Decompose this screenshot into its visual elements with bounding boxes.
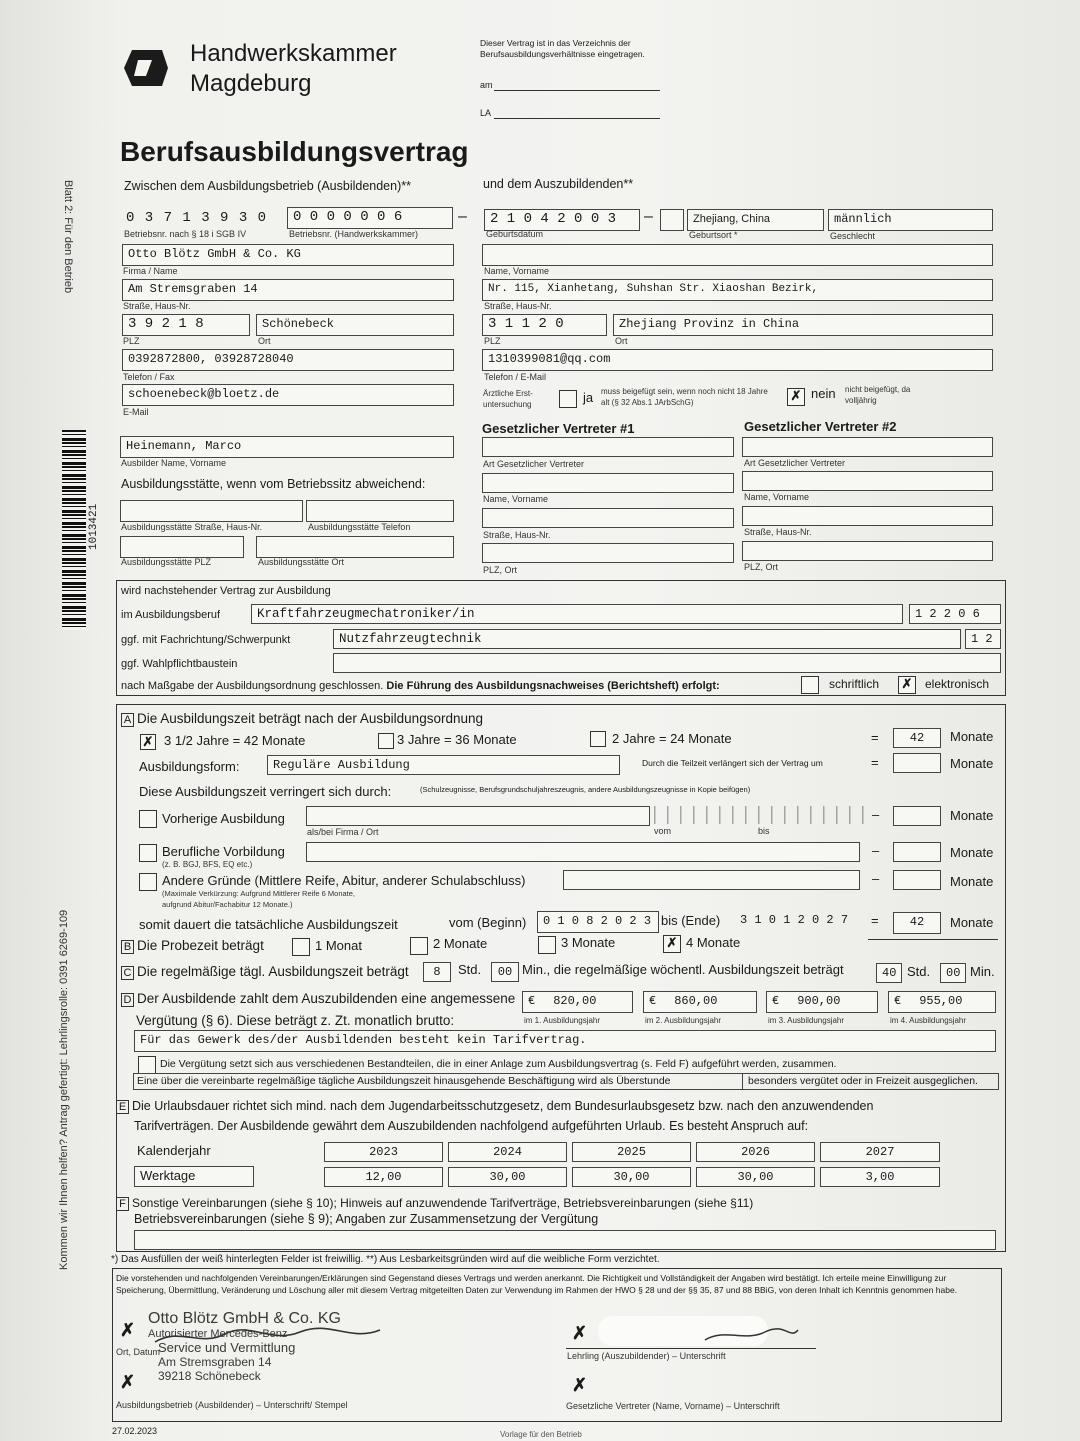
g1-street-field[interactable] — [482, 508, 734, 528]
teilzeit-months-field[interactable] — [893, 753, 941, 773]
probation-3-checkbox[interactable] — [538, 936, 556, 954]
g2-type-field[interactable] — [742, 437, 993, 457]
g1-name-field[interactable] — [482, 473, 734, 493]
la-label: LA — [480, 108, 492, 118]
birthplace-field[interactable]: Zhejiang, China — [687, 209, 824, 231]
side-vertical-text-2: Kommen wir Ihnen helfen? Antrag gefertigt: Lehrlingsrolle: 0391 6269-109 — [58, 909, 70, 1270]
daily-mins-field[interactable]: 00 — [491, 962, 519, 982]
weekly-mins-field[interactable]: 00 — [940, 963, 966, 983]
medical-ja-checkbox[interactable] — [559, 390, 577, 408]
side-vertical-text: Blatt 2: Für den Betrieb — [62, 180, 74, 294]
andere-field[interactable] — [563, 870, 860, 890]
vorbildung-field[interactable] — [306, 842, 860, 862]
contract-page: Blatt 2: Für den Betrieb 1013421 Kommen wir Ihnen helfen? Antrag gefertigt: Lehrlingsrolle: 0391 6269-109 Handwerkskammer Magdeburg Dieser Vertrag ist in das Verzeichnis der Berufsausbildungsverhältnisse eingetragen. am LA Berufsausbildungsvertrag Zwischen dem Ausbildungsbetrieb (Ausbildenden)** und dem Auszubildenden** 0 3 7 1 3 9 3 0 Betriebsnr. nach § 18 i SGB IV 0 0 0 0 0 0 6 Betriebsnr. (Handwerkskammer) – 2 1 0 4 2 0 0 3 Geburtsdatum – Zhejiang, China Geburtsort * männlich Geschlecht Otto Blötz GmbH & Co. KG Firma / Name Am Stremsgraben 14 Straße, Haus-Nr. 3 9 2 1 8 PLZ Schönebeck Ort 0392872800, 03928728040 Telefon / Fax schoenebeck@bloetz.de E-Mail Heinemann, Marco Ausbilder Name, Vorname Ausbildungsstätte, wenn vom Betriebssitz abweichend: Ausbildungsstätte Straße, Haus-Nr. Ausbildungsstätte Telefon Ausbildungsstätte PLZ Ausbildungsstätte Ort Name, Vorname Nr. 115, Xianhetang, Suhshan Str. Xiaoshan Bezirk, Straße, Haus-Nr. 3 1 1 2 0 PLZ Zhejiang Provinz in China Ort 1310399081@qq.com Telefon / E-Mail Ärztliche Erst-untersuchung ja muss beigefügt sein, wenn noch nicht 18 Jahre alt (§ 32 Abs.1 JArbSchG) ✗ nein nicht beigefügt, da volljährig Gesetzlicher Vertreter #1 Gesetzlicher Vertreter #2 Art Gesetzlicher Vertreter Art Gesetzlicher Vertreter Name, Vorname Name, Vorname Straße, Haus-Nr. Straße, Haus-Nr. PLZ, Ort PLZ, Ort wird nachstehender Vertrag zur Ausbildung im Ausbildungsberuf Kraftfahrzeugmechatroniker/in 1 2 2 0 6 ggf. mit Fachrichtung/Schwerpunkt Nutzfahrzeugtechnik 1 2 ggf. Wahlpflichtbaustein nach Maßgabe der Ausbildungsordnung geschlossen. Die Führung des Ausbildungsnachweises (Berichtsheft) erfolgt: schriftlich ✗ elektronisch A Die Ausbildungszeit beträgt nach der Ausbildungsordnung ✗ 3 1/2 Jahre = 42 Monate 3 Jahre = 36 Monate 2 Jahre = 24 Monate = 42 Monate Ausbildungsform: Reguläre Ausbildung Durch die Teilzeit verlängert sich der Vertrag um = Monate Diese Ausbildungszeit verringert sich durch: (Schulzeugnisse, Berufsgrundschuljahreszeugnis, andere Ausbildungszeugnisse in Kopie beifügen) Vorherige Ausbildung als/bei Firma / Ort vom bis – Monate Berufliche Vorbildung (z. B. BGJ, BFS, EQ etc.) – Monate Andere Gründe (Mittlere Reife, Abitur, anderer Schulabschluss) (Maximale Verkürzung: Aufgrund Mittlerer Reife 6 Monate, aufgrund Abitur/Fachabitur 12 Monate.) – Monate somit dauert die tatsächliche Ausbildungszeit vom (Beginn) 0 1 0 8 2 0 2 3 bis (Ende) 3 1 0 1 2 0 2 7 = 42 Monate B Die Probezeit beträgt 1 Monat 2 Monate 3 Monate ✗ 4 Monate C Die regelmäßige tägl. Ausbildungszeit beträgt 8 Std. 00 Min., die regelmäßige wöchentl. Ausbildungszeit beträgt 40 Std. 00 Min. D Der Ausbildende zahlt dem Auszubildenden eine angemessene Vergütung (§ 6). Diese beträgt z. Zt. monatlich brutto: € 820,00 im 1. Ausbildungsjahr € 860,00 im 2. Ausbildungsjahr € 900,00 im 3. Ausbildungsjahr € 955,00 im 4. Ausbildungsjahr Für das Gewerk des/der Ausbildenden besteht kein Tarifvertrag. Die Vergütung setzt sich aus verschiedenen Bestandteilen, die in einer Anlage zum Ausbildungsvertrag (s. Feld F) aufgeführt werden, zusammen. Eine über die vereinbarte regelmäßige tägliche Ausbildungszeit hinausgehende Beschäftigung wird als Überstunde besonders vergütet oder in Freizeit ausgeglichen. E Die Urlaubsdauer richtet sich mind. nach dem Jugendarbeitsschutzgesetz, dem Bundesurlaubsgesetz bzw. nach den anzuwendenden Tarifverträgen. Der Ausbildende gewährt dem Auszubildenden nachfolgend aufgeführten Urlaub. Es besteht Anspruch auf: Kalenderjahr Werktage 2023 2024 2025 2026 2027 12,00 30,00 30,00 30,00 3,00 F Sonstige Vereinbarungen (siehe § 10); Hinweis auf anzuwendende Tarifverträge, Betriebsvereinbarungen (siehe §11) Betriebsvereinbarungen (siehe § 9); Angaben zur Zusammensetzung der Vergütung *) Das Ausfüllen der weiß hinterlegten Felder ist freiwillig. **) Aus Lesbarkeitsgründen wird auf die weibliche Form verzichtet. Die vorstehenden und nachfolgenden Vereinbarungen/Erklärungen sind Gegenstand dieses Vertrags und werden anerkannt. Die Richtigkeit und Vollständigkeit der Angaben wird bestätigt. Ich erteile meine Einwilligung zur Speicherung, Übermittlung, Veränderung und Löschung aller mit diesem Vertrag mitgeteilten Daten zur Verwendung im Rahmen der HWO § 28 und der §§ 35, 87 und 88 BBiG, von deren Inhalt ich Kenntnis genommen habe. ✗ Otto Blötz GmbH & Co. KG Autorisierter Mercedes-Benz Service und Vermittlung Am Stremsgraben 14 39218 Schönebeck Ort, Datum ✗ Ausbildungsbetrieb (Ausbildender) – Unterschrift/ Stempel ✗ Lehrling (Auszubildender) – Unterschrift ✗ Gesetzliche Vertreter (Name, Vorname) – Unterschrift 27.02.2023 Vorlage für den Betrieb — [0, 0, 1080, 1441]
composition-checkbox[interactable] — [138, 1056, 156, 1074]
andere-months-field[interactable] — [893, 870, 941, 890]
duration-42-checkbox[interactable]: ✗ — [140, 734, 156, 750]
hwk-nr-field[interactable]: 0 0 0 0 0 0 6 — [287, 207, 453, 229]
between-label: Zwischen dem Ausbildungsbetrieb (Ausbildenden)** — [124, 179, 411, 193]
barcode — [62, 430, 102, 630]
probation-1-checkbox[interactable] — [292, 938, 310, 956]
trainee-street-field[interactable]: Nr. 115, Xianhetang, Suhshan Str. Xiaoshan Bezirk, — [482, 279, 993, 301]
hwk-logo-icon — [122, 46, 170, 90]
section-d-title: D Der Ausbildende zahlt dem Auszubildenden eine angemessene — [121, 991, 515, 1007]
section-f-title: F Sonstige Vereinbarungen (siehe § 10); Hinweis auf anzuwendende Tarifverträge, Betriebsvereinbarungen (siehe §11) — [116, 1196, 753, 1211]
days-label-box: Werktage — [134, 1166, 254, 1187]
prev-months-field[interactable] — [893, 806, 941, 826]
employer-city-field[interactable]: Schönebeck — [256, 314, 454, 336]
pay-year4-field[interactable]: € 955,00 — [888, 991, 996, 1013]
days-2026[interactable]: 30,00 — [696, 1167, 815, 1187]
duration-months-field[interactable]: 42 — [893, 728, 941, 748]
days-2025[interactable]: 30,00 — [572, 1167, 691, 1187]
and-label: und dem Auszubildenden** — [483, 177, 634, 191]
days-2024[interactable]: 30,00 — [448, 1167, 567, 1187]
year-2024: 2024 — [448, 1142, 567, 1162]
register-note: Dieser Vertrag ist in das Verzeichnis der Berufsausbildungsverhältnisse eingetragen. — [480, 38, 645, 59]
alt-plz-field[interactable] — [120, 536, 244, 558]
betriebsnr-field[interactable]: 0 3 7 1 3 9 3 0 — [126, 210, 268, 226]
probation-4-checkbox[interactable]: ✗ — [663, 935, 681, 953]
org-name-line1: Handwerkskammer — [190, 40, 397, 67]
tarif-note-field[interactable]: Für das Gewerk des/der Ausbildenden besteht kein Tarifvertrag. — [134, 1030, 996, 1052]
days-2027[interactable]: 3,00 — [820, 1167, 940, 1187]
days-2023[interactable]: 12,00 — [324, 1167, 443, 1187]
gender-field[interactable]: männlich — [828, 209, 993, 231]
g2-street-field[interactable] — [742, 506, 993, 526]
trainee-plz-field[interactable]: 3 1 1 2 0 — [482, 314, 607, 336]
g2-city-field[interactable] — [742, 541, 993, 561]
employer-email-field[interactable]: schoenebeck@bloetz.de — [122, 384, 454, 406]
company-stamp: Otto Blötz GmbH & Co. KG Autorisierter Mercedes-Benz Service und Vermittlung Am Stremsgraben 14 39218 Schönebeck — [148, 1310, 341, 1383]
andere-checkbox[interactable] — [139, 873, 157, 891]
prev-training-field[interactable] — [306, 806, 650, 826]
beruf-field[interactable]: Kraftfahrzeugmechatroniker/in — [251, 604, 903, 624]
year-2027: 2027 — [820, 1142, 940, 1162]
page-title: Berufsausbildungsvertrag — [120, 136, 469, 167]
wahl-field[interactable] — [333, 653, 1001, 673]
employer-phone-field[interactable]: 0392872800, 03928728040 — [122, 349, 454, 371]
section-c-title: C Die regelmäßige tägl. Ausbildungszeit beträgt — [121, 964, 409, 980]
birthdate-field[interactable]: 2 1 0 4 2 0 0 3 — [484, 209, 640, 231]
section-f-field[interactable] — [134, 1230, 996, 1250]
employer-plz-field[interactable]: 3 9 2 1 8 — [122, 314, 250, 336]
section-e-title: E Die Urlaubsdauer richtet sich mind. nach dem Jugendarbeitsschutzgesetz, dem Bundesurlaubsgesetz bzw. nach den anzuwendenden — [116, 1099, 873, 1114]
org-name-line2: Magdeburg — [190, 70, 312, 97]
pay-year1-field[interactable]: € 820,00 — [522, 991, 633, 1013]
section-a-title: A Die Ausbildungszeit beträgt nach der Ausbildungsordnung — [121, 711, 483, 727]
total-months-field[interactable]: 42 — [893, 912, 941, 934]
begin-date-field[interactable]: 0 1 0 8 2 0 2 3 — [537, 911, 659, 933]
schriftlich-checkbox[interactable] — [801, 676, 819, 694]
pay-year2-field[interactable]: € 860,00 — [643, 991, 757, 1013]
alt-site-label: Ausbildungsstätte, wenn vom Betriebssitz abweichend: — [121, 477, 426, 491]
alt-street-field[interactable] — [120, 500, 303, 522]
pay-year3-field[interactable]: € 900,00 — [766, 991, 878, 1013]
section-b-title: B Die Probezeit beträgt — [121, 938, 264, 954]
g1-type-field[interactable] — [482, 437, 734, 457]
trainee-sign-x: ✗ — [572, 1323, 588, 1343]
daily-hours-field[interactable]: 8 — [423, 962, 451, 982]
employer-sign-x: ✗ — [120, 1320, 136, 1340]
fach-code-field[interactable]: 1 2 — [965, 629, 1001, 649]
guardian2-title: Gesetzlicher Vertreter #2 — [744, 419, 897, 434]
am-label: am — [480, 80, 493, 90]
prev-training-checkbox[interactable] — [139, 810, 157, 828]
beruf-code-field[interactable]: 1 2 2 0 6 — [909, 604, 1001, 624]
g2-name-field[interactable] — [742, 471, 993, 491]
ausbildungsform-field[interactable]: Reguläre Ausbildung — [267, 755, 620, 775]
year-2025: 2025 — [572, 1142, 691, 1162]
g1-city-field[interactable] — [482, 543, 734, 563]
trainee-name-field[interactable] — [482, 244, 993, 266]
duration-36-checkbox[interactable] — [378, 733, 394, 749]
guardian1-title: Gesetzlicher Vertreter #1 — [482, 421, 635, 436]
employer-street-field[interactable]: Am Stremsgraben 14 — [122, 279, 454, 301]
end-date-field[interactable]: 3 1 0 1 2 0 2 7 — [740, 913, 849, 927]
prev-date-ticks — [654, 806, 864, 824]
probation-2-checkbox[interactable] — [410, 937, 428, 955]
year-2026: 2026 — [696, 1142, 815, 1162]
weekly-hours-field[interactable]: 40 — [876, 963, 902, 983]
vorbildung-months-field[interactable] — [893, 842, 941, 862]
vorbildung-checkbox[interactable] — [139, 844, 157, 862]
duration-24-checkbox[interactable] — [590, 731, 606, 747]
trainee-email-field[interactable]: 1310399081@qq.com — [482, 349, 993, 371]
employer-name-field[interactable]: Otto Blötz GmbH & Co. KG — [122, 244, 454, 266]
trainee-city-field[interactable]: Zhejiang Provinz in China — [613, 314, 993, 336]
alt-phone-field[interactable] — [306, 500, 454, 522]
medical-nein-checkbox[interactable]: ✗ — [787, 388, 805, 406]
elektronisch-checkbox[interactable]: ✗ — [898, 676, 916, 694]
employer-signature-scribble — [150, 1322, 390, 1352]
year-2023: 2023 — [324, 1142, 443, 1162]
trainer-field[interactable]: Heinemann, Marco — [120, 436, 454, 458]
document-date: 27.02.2023 — [112, 1426, 158, 1436]
alt-city-field[interactable] — [256, 536, 454, 558]
fach-field[interactable]: Nutzfahrzeugtechnik — [333, 629, 961, 649]
barcode-number: 1013421 — [88, 503, 100, 550]
trainee-signature-scribble — [700, 1322, 800, 1346]
